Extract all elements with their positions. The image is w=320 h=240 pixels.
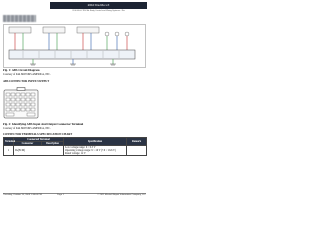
column-header-terminal: Terminal bbox=[4, 138, 14, 146]
figure-2-courtesy: Courtesy of KIA MOTORS AMERICA, INC. bbox=[3, 127, 51, 130]
fuse-box bbox=[43, 27, 65, 33]
column-header-specification: Specification bbox=[64, 138, 127, 146]
footer-copyright: © 2011 Mitchell Repair Information Company, LLC bbox=[97, 194, 146, 196]
document-page bbox=[0, 0, 149, 198]
fuse-box bbox=[77, 27, 99, 33]
specification-cell bbox=[64, 146, 127, 156]
connector-spec-table bbox=[3, 137, 147, 156]
remark-cell bbox=[127, 146, 147, 156]
terminal-cell: 1 bbox=[4, 146, 14, 156]
footer-page-number: Page 1 bbox=[57, 194, 64, 196]
page-footer bbox=[3, 193, 146, 197]
column-header-connected-terminal: Connected Terminal bbox=[14, 138, 64, 142]
abs-circuit-diagram bbox=[3, 24, 146, 68]
spec-line: Low voltage range: 0 ~ 0.5 V bbox=[65, 146, 96, 149]
abs-module-block bbox=[9, 50, 135, 59]
figure-1-caption: Fig. 1: ABS Circuit Diagram bbox=[3, 68, 40, 72]
document-title: 2010 Kia Rio LX bbox=[50, 2, 147, 9]
column-subheader-description: Description bbox=[42, 142, 64, 146]
connected-cell: IG(ECM) bbox=[14, 146, 64, 156]
section-heading: ABS CONNECTOR INPUT/OUTPUT bbox=[3, 80, 50, 83]
figure-2-caption: Fig. 2: Identifying ABS Input And Output Connector Terminal bbox=[3, 122, 84, 126]
blurred-heading bbox=[3, 15, 36, 22]
document-subtitle: 2010 ELECTRICAL Body Control and Wiring Systems - Rio bbox=[72, 10, 125, 12]
footer-timestamp: Thursday, October 15, 2009 1:38:04 PM bbox=[3, 194, 42, 196]
spec-line: Rated voltage: 12 V bbox=[65, 152, 86, 155]
column-header-remark: Remark bbox=[127, 138, 147, 146]
column-subheader-connector: Connector bbox=[14, 142, 42, 146]
spec-line: Operating voltage range: 9 ~ 16 V (7.0 ~ 16.6 V) bbox=[65, 149, 116, 152]
table-row bbox=[4, 146, 147, 156]
spec-table-title: CONNECTOR TERMINALS SPECIFICATION CHART bbox=[3, 133, 73, 136]
connector-face-diagram bbox=[3, 86, 43, 121]
figure-1-courtesy: Courtesy of KIA MOTORS AMERICA, INC. bbox=[3, 73, 51, 76]
fuse-box bbox=[9, 27, 31, 33]
